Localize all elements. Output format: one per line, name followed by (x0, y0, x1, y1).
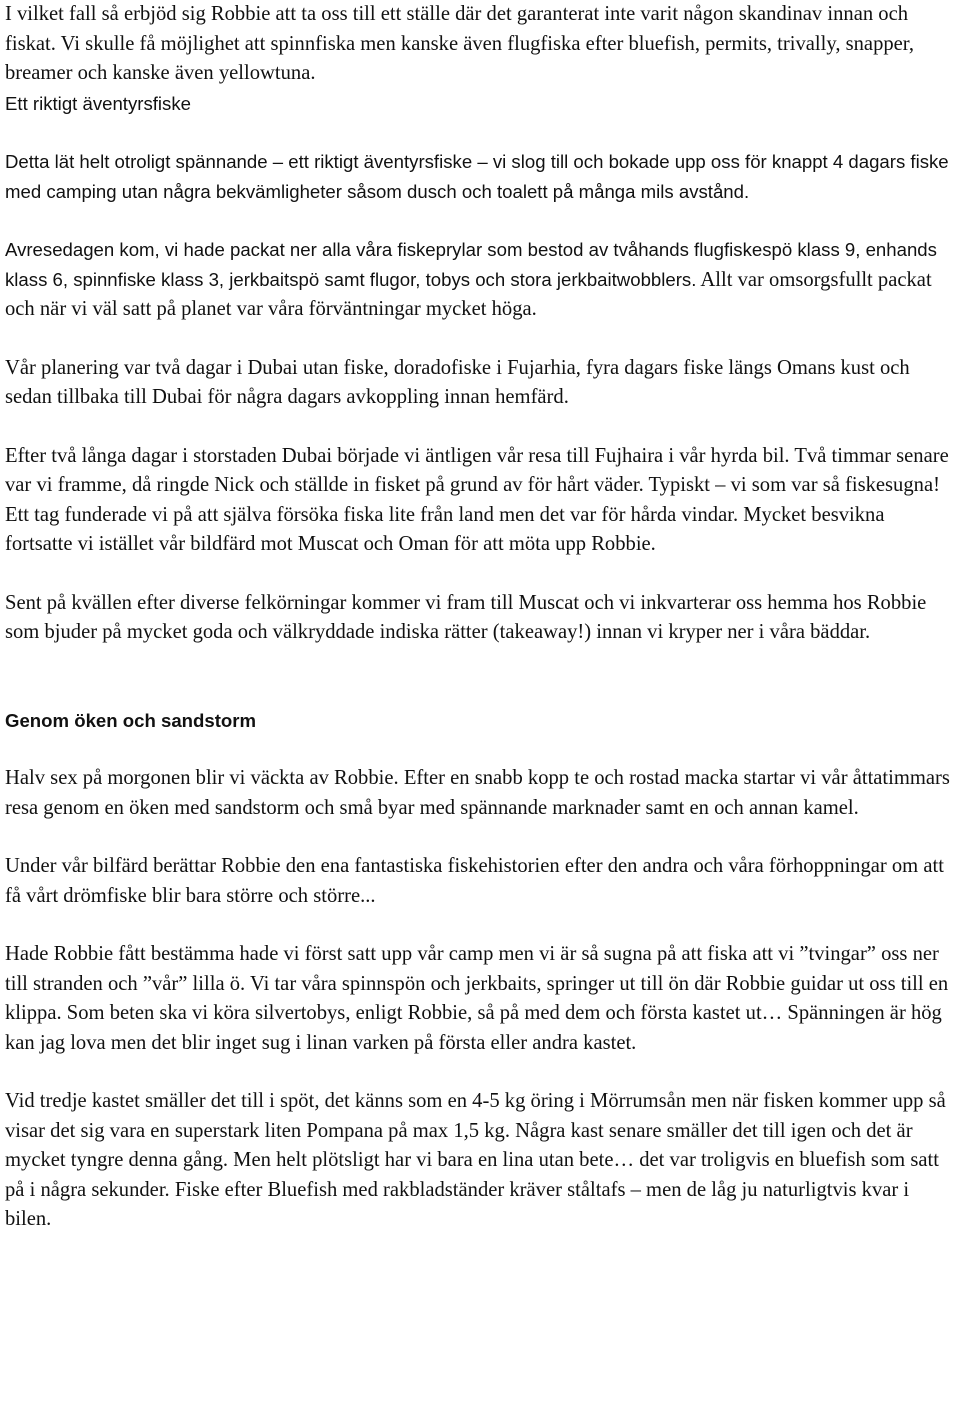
section-heading: Genom öken och sandstorm (5, 709, 257, 731)
morning-paragraph: Halv sex på morgonen blir vi väckta av Robbie. Efter en snabb kopp te och rostad macka startar vi vår åttatimmars resa genom en öken med sandstorm och små byar med spännande marknader samt en och annan kamel. (5, 767, 950, 819)
adventure-paragraph: Detta lät helt otroligt spännande – ett riktigt äventyrsfiske – vi slog till och bokade upp oss för knappt 4 dagars fiske med camping utan några bekvämligheter såsom dusch och toalett på många mils avstånd. (5, 151, 949, 202)
two-days-paragraph: Efter två långa dagar i storstaden Dubai började vi äntligen vår resa till Fujhaira i vår hyrda bil. Två timmar senare var vi framme, då ringde Nick och ställde in fisket på grund av för hårt väder. Typiskt – vi som var så fiskesugna! Ett tag funderade vi på att själva försöka fiska lite från land men det var för hårda vindar. Mycket besvikna fortsatte vi istället vår bildfärd mot Muscat och Oman för att möta upp Robbie. (5, 444, 949, 555)
third-cast-paragraph: Vid tredje kastet smäller det till i spöt, det känns som en 4-5 kg öring i Mörrumsån men när fisken kommer upp så visar det sig vara en superstark liten Pompana på max 1,5 kg. Några kast senare smäller det till igen och det är mycket tyngre denna gång. Men helt plötsligt har vi bara en lina utan bete… det var troligvis en bluefish som satt på i några sekunder. Fiske efter Bluefish med rakbladständer kräver ståltafs – men de låg ju naturligtvis kvar i bilen. (5, 1090, 946, 1230)
evening-paragraph: Sent på kvällen efter diverse felkörningar kommer vi fram till Muscat och vi inkvarterar oss hemma hos Robbie som bjuder på mycket goda och välkryddade indiska rätter (takeaway!) innan vi kryper ner i våra bäddar. (5, 591, 927, 643)
camp-paragraph: Hade Robbie fått bestämma hade vi först satt upp vår camp men vi är så sugna på att fiska att vi ”tvingar” oss ner till stranden och ”vår” lilla ö. Vi tar våra spinnspön och jerkbaits, springer ut till ön där Robbie guidar ut oss till en klippa. Som beten ska vi köra silvertobys, enligt Robbie, så på med dem och första kastet ut… Spänningen är hög kan jag lova men det blir inget sug i linan varken på första eller andra kastet. (5, 943, 949, 1054)
intro-text: I vilket fall så erbjöd sig Robbie att ta oss till ett ställe där det garanterat inte varit någon skandinav innan och fiskat. Vi skulle få möjlighet att spinnfiska men kanske även flugfiska efter bluefish, permits, trivally, snapper, breamer och kanske även yellowtuna. (5, 3, 914, 84)
intro-subheading: Ett riktigt äventyrsfiske (5, 92, 191, 114)
stories-paragraph: Under vår bilfärd berättar Robbie den ena fantastiska fiskehistorien efter den andra och våra förhoppningar om att få vårt drömfiske blir bara större och större... (5, 855, 944, 907)
intro-paragraph (5, 0, 955, 118)
departure-text-sans: Avresedagen kom, vi hade packat ner alla våra fiskeprylar som bestod av tvåhands flugfiskespö klass 9, enhands klass 6, spinnfiske klass 3, jerkbaitspö samt flugor, tobys och stora jerkbaitwobblers. (5, 239, 937, 290)
departure-paragraph (5, 235, 955, 325)
plan-paragraph: Vår planering var två dagar i Dubai utan fiske, doradofiske i Fujarhia, fyra dagars fiske längs Omans kust och sedan tillbaka till Dubai för några dagars avkoppling innan hemfärd. (5, 356, 910, 408)
departure-text-serif: Allt var omsorgsfullt packat och när vi väl satt på planet var våra förväntningar mycket höga. (5, 268, 932, 320)
article (5, 0, 955, 1235)
